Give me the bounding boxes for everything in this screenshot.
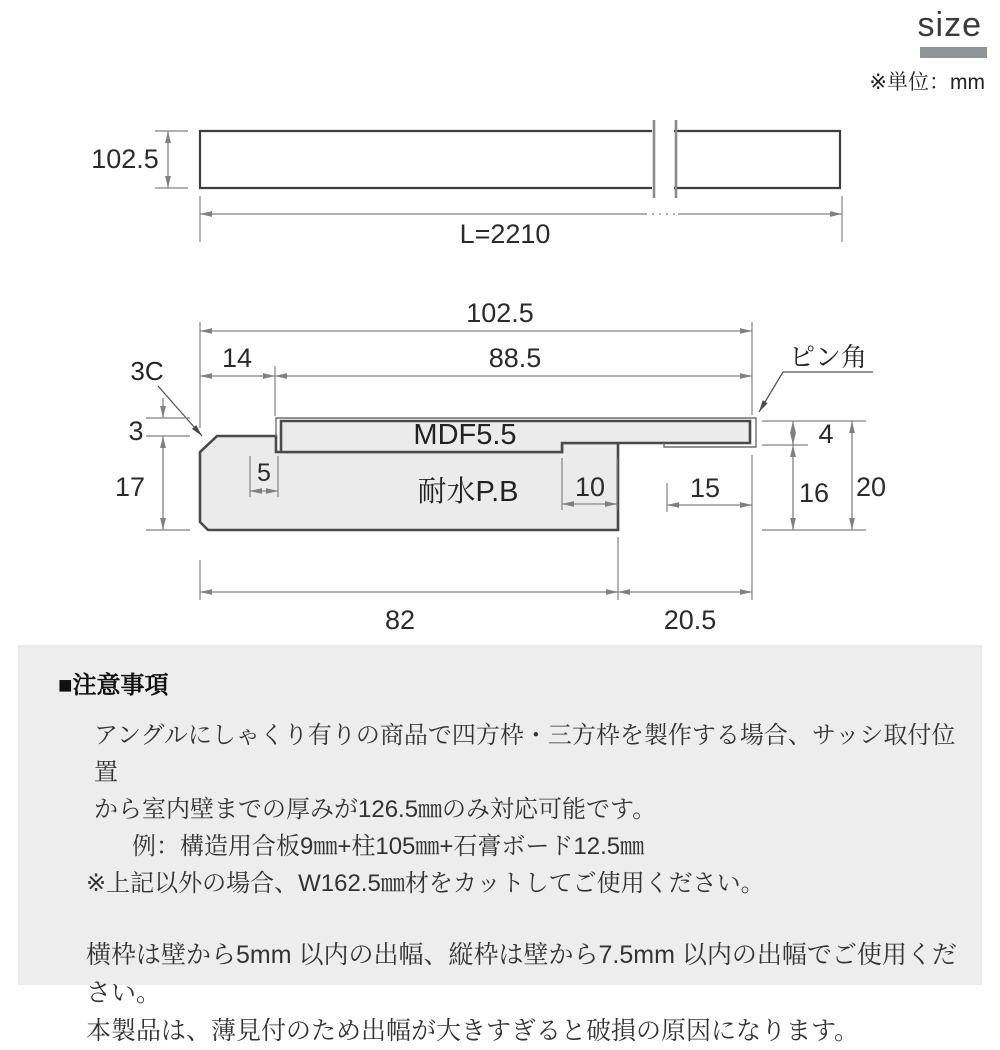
note-line-example: 例：構造用合板9㎜+柱105㎜+石膏ボード12.5㎜	[132, 833, 645, 860]
edge-width-label: 14	[221, 343, 253, 373]
page-title: size	[917, 6, 982, 44]
chamfer-leader-arrow	[158, 386, 202, 436]
frame-bar-left-piece	[200, 131, 652, 188]
top-width-dimensions	[200, 298, 752, 428]
bar-height-label: 102.5	[91, 144, 159, 174]
note-line: から室内壁までの厚みが126.5㎜のみ対応可能です。	[94, 796, 657, 823]
length-dimension	[200, 196, 842, 249]
note-line-caution: ※上記以外の場合、W162.5㎜材をカットしてご使用ください。	[86, 870, 765, 897]
pin-corner-label: ピン角	[788, 342, 868, 372]
height-dimension	[91, 131, 188, 188]
bottom-body-width-label: 82	[384, 605, 416, 635]
bar-length-label: L=2210	[459, 219, 551, 249]
note-line: アングルにしゃくり有りの商品で四方枠・三方枠を製作する場合、サッシ取付位置	[94, 722, 956, 786]
note-line: 横枠は壁から5mm 以内の出幅、縦枠は壁から7.5mm 以内の出幅でご使用ください。	[86, 941, 957, 1007]
mdf-label: MDF5.5	[413, 419, 517, 451]
step-depth-label: 3	[128, 416, 144, 446]
under-lip-height-label: 16	[798, 478, 830, 508]
bottom-overhang-width-label: 20.5	[663, 605, 717, 635]
note-line: 本製品は、薄見付のため出幅が大きすぎると破損の原因になります。	[86, 1017, 860, 1045]
rebate-width-label: 10	[574, 472, 606, 502]
overhang-flat-label: 15	[689, 473, 721, 503]
notes-heading: ■注意事項	[58, 672, 169, 699]
body-height-label: 17	[114, 472, 146, 502]
pin-corner-callout	[759, 342, 873, 412]
chamfer-label: 3C	[130, 356, 164, 386]
length-view	[91, 120, 842, 249]
cap-width-label: 88.5	[488, 343, 542, 373]
unit-note: ※単位：mm	[869, 71, 985, 94]
groove-inset-label: 5	[257, 459, 271, 487]
overhang-flat-dimension	[667, 455, 752, 600]
frame-bar-right-piece	[674, 131, 840, 188]
break-marks	[654, 120, 676, 198]
right-height-dimensions	[762, 419, 886, 530]
notes-box	[18, 645, 982, 1045]
cross-section-view	[115, 298, 886, 635]
pin-corner-leader-arrow	[759, 372, 873, 412]
lip-thickness-label: 4	[818, 419, 834, 449]
left-height-dimensions	[115, 398, 190, 530]
total-height-label: 20	[855, 472, 887, 502]
bottom-width-dimensions	[200, 537, 752, 635]
total-width-label: 102.5	[466, 298, 534, 328]
pb-label: 耐水P.B	[417, 476, 519, 508]
